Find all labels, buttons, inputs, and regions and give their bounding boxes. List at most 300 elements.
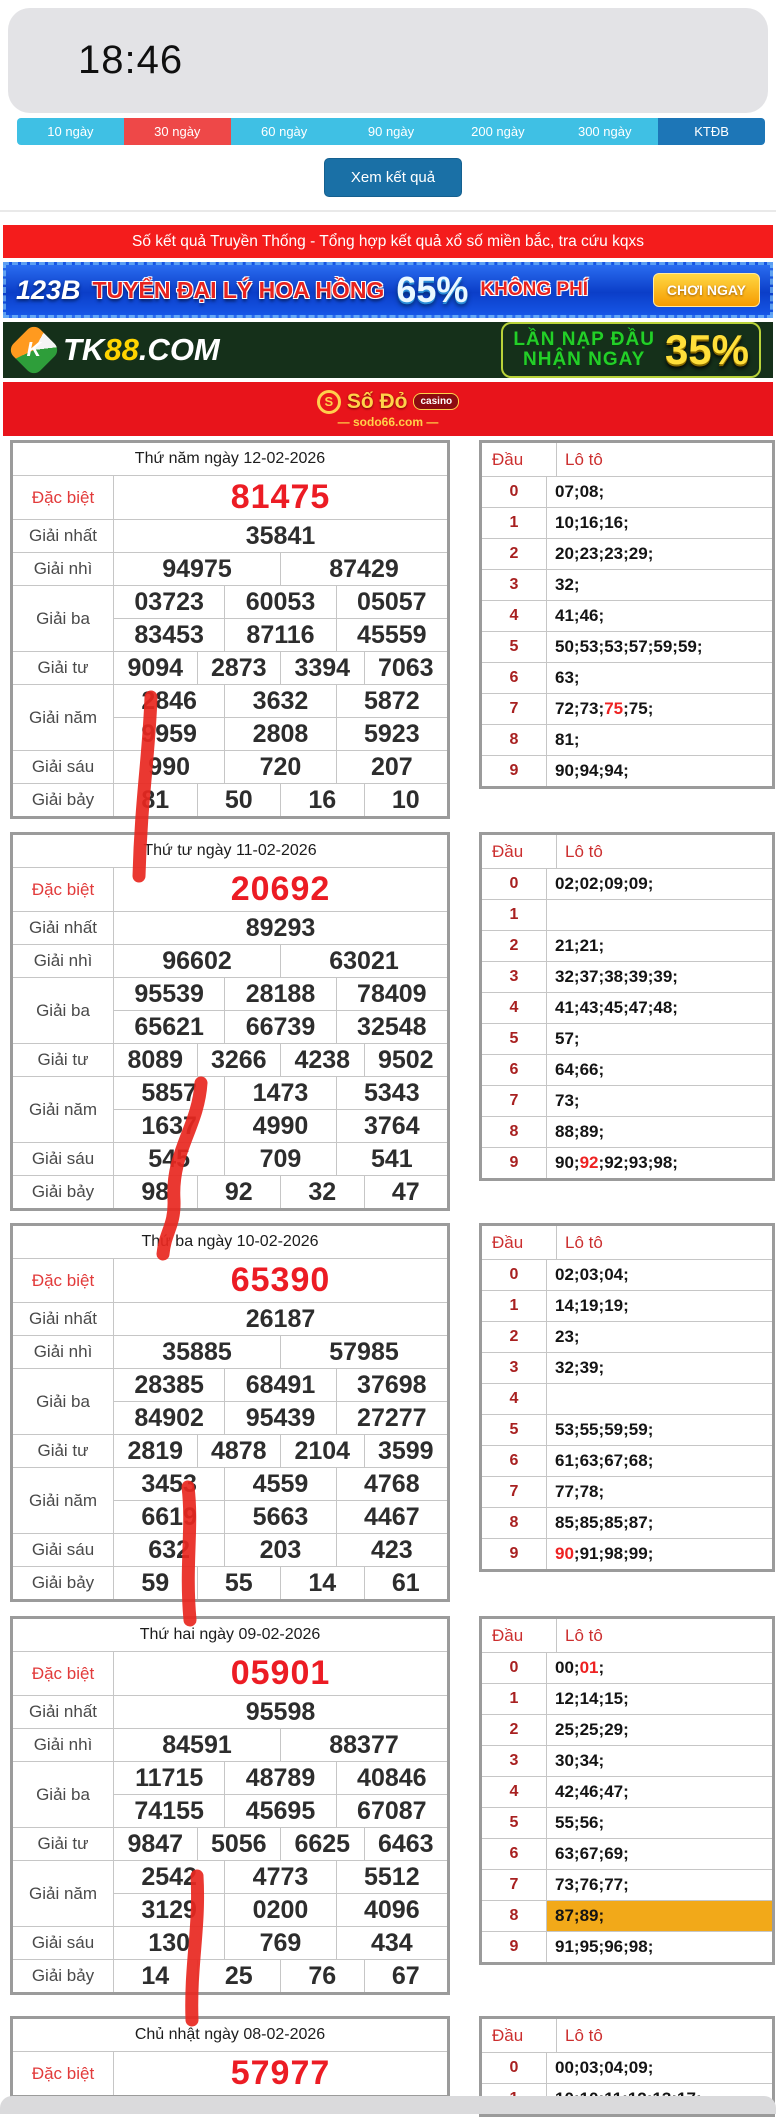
prize-number: 14	[280, 1567, 364, 1599]
loto-number: 21	[579, 936, 599, 955]
loto-number: 55	[555, 1813, 574, 1832]
loto-table-day-1	[479, 440, 775, 789]
loto-number: 69	[604, 1844, 624, 1863]
prize-number: 50	[197, 784, 281, 816]
prize-label: Giải nhất	[13, 1303, 114, 1335]
prize-row	[13, 651, 447, 684]
prize-label: Giải bảy	[13, 1176, 114, 1208]
sodo-domain: — sodo66.com —	[337, 414, 439, 429]
loto-dau-digit: 2	[482, 1322, 547, 1352]
loto-number: 53	[604, 637, 624, 656]
loto-values: 20 ; 23 ; 23 ; 29 ;	[555, 544, 654, 563]
loto-header-dau: Đầu	[482, 835, 557, 868]
loto-number: 29	[604, 1720, 624, 1739]
prize-number: 207	[336, 751, 447, 783]
prize-subrow	[114, 1303, 447, 1335]
123b-logo: 123B	[16, 274, 81, 305]
ad-banner-sodo[interactable]	[3, 382, 773, 436]
tab-90-ngày[interactable]: 90 ngày	[338, 118, 445, 145]
prize-row	[13, 585, 447, 651]
loto-number: 29	[628, 544, 648, 563]
loto-header-row	[482, 835, 772, 868]
loto-row-3	[482, 961, 772, 992]
prize-values	[114, 586, 447, 651]
prize-label: Giải bảy	[13, 1567, 114, 1599]
loto-number: 63	[555, 668, 574, 687]
prize-label: Giải nhì	[13, 553, 114, 585]
loto-row-9	[482, 1538, 772, 1569]
prize-number: 35841	[245, 521, 316, 550]
prize-row	[13, 911, 447, 944]
loto-dau-digit: 7	[482, 1870, 547, 1900]
prize-subrow	[114, 1010, 447, 1043]
loto-table-day-4	[479, 1616, 775, 1965]
prize-values	[114, 520, 447, 552]
ad1-headline: TUYỂN ĐẠI LÝ HOA HỒNG	[92, 276, 385, 303]
prize-row	[13, 2051, 447, 2095]
prize-number: 4773	[224, 1861, 335, 1893]
sodo-logo-icon: S	[317, 390, 341, 414]
loto-number: 04	[604, 1265, 624, 1284]
loto-dau-digit: 1	[482, 1291, 547, 1321]
loto-number: 48	[653, 998, 673, 1017]
prize-number: 45695	[224, 1795, 335, 1827]
prize-number: 65621	[134, 1012, 204, 1041]
prize-number: 78409	[336, 978, 447, 1010]
prize-number: 87116	[224, 619, 335, 651]
prize-number: 94975	[162, 554, 232, 583]
prize-number: 423	[336, 1534, 447, 1566]
loto-number: 21	[555, 936, 574, 955]
result-date-title: Thứ hai ngày 09-02-2026	[139, 1626, 321, 1643]
loto-header-row	[482, 443, 772, 476]
loto-values: 14 ; 19 ; 19 ;	[555, 1296, 629, 1315]
prize-label: Giải ba	[13, 1369, 114, 1434]
loto-values: 32 ;	[555, 575, 580, 594]
prize-number: 5343	[336, 1077, 447, 1109]
loto-number: 07	[555, 482, 574, 501]
prize-label: Giải sáu	[13, 1143, 114, 1175]
result-table-day-4	[10, 1616, 450, 1995]
loto-row-1	[482, 507, 772, 538]
prize-number: 8089	[127, 1045, 184, 1074]
prize-subrow	[114, 1794, 447, 1827]
prize-row	[13, 1860, 447, 1926]
prize-label: Giải ba	[13, 586, 114, 651]
prize-label: Giải ba	[13, 1762, 114, 1827]
prize-number: 32	[280, 1176, 364, 1208]
loto-values: 61 ; 63 ; 67 ; 68 ;	[555, 1451, 654, 1470]
loto-number: 59	[653, 637, 673, 656]
prize-number: 3632	[224, 685, 335, 717]
loto-number: 78	[579, 1482, 599, 1501]
prize-number: 130	[148, 1928, 191, 1957]
prize-number: 5056	[197, 1828, 281, 1860]
loto-dau-digit: 5	[482, 1415, 547, 1445]
prize-number: 48789	[224, 1762, 335, 1794]
loto-values: 90 ; 94 ; 94 ;	[555, 761, 629, 780]
tab-30-ngày[interactable]: 30 ngày	[124, 118, 231, 145]
loto-number: 38	[604, 967, 624, 986]
prize-label: Giải nhì	[13, 1336, 114, 1368]
loto-dau-digit: 4	[482, 1777, 547, 1807]
loto-row-7	[482, 1869, 772, 1900]
loto-number: 98	[653, 1153, 673, 1172]
prize-row	[13, 867, 447, 911]
loto-number: 75	[628, 699, 648, 718]
prize-number: 6619	[141, 1502, 197, 1531]
loto-number: 56	[579, 1813, 599, 1832]
prize-number: 60053	[224, 586, 335, 618]
loto-row-4	[482, 1776, 772, 1807]
result-date-title: Chủ nhật ngày 08-02-2026	[134, 2026, 326, 2043]
prize-subrow	[114, 2052, 447, 2095]
prize-number: 57977	[230, 2054, 331, 2092]
prize-number: 9502	[364, 1044, 448, 1076]
prize-label: Đặc biệt	[13, 2052, 114, 2095]
loto-row-1	[482, 899, 772, 930]
prize-number: 25	[197, 1960, 281, 1992]
loto-values: 12 ; 14 ; 15 ;	[555, 1689, 629, 1708]
loto-row-6	[482, 1054, 772, 1085]
prize-number: 6463	[364, 1828, 448, 1860]
loto-row-2	[482, 1714, 772, 1745]
play-now-button[interactable]: CHƠI NGAY	[653, 273, 760, 307]
prize-label: Giải tư	[13, 1435, 114, 1467]
loto-row-2	[482, 538, 772, 569]
prize-row	[13, 750, 447, 783]
loto-dau-digit: 8	[482, 1901, 547, 1931]
loto-header-loto: Lô tô	[565, 449, 603, 469]
prize-number: 47	[364, 1176, 448, 1208]
result-date-title: Thứ năm ngày 12-02-2026	[134, 450, 326, 467]
prize-label: Giải nhất	[13, 912, 114, 944]
loto-row-5	[482, 1807, 772, 1838]
loto-row-7	[482, 693, 772, 724]
loto-number: 37	[579, 967, 599, 986]
loto-row-8	[482, 724, 772, 755]
prize-number: 2819	[127, 1436, 184, 1465]
prize-values	[114, 1960, 447, 1992]
loto-number: 39	[628, 967, 648, 986]
prize-number: 5857	[141, 1078, 197, 1107]
prize-subrow	[114, 1259, 447, 1302]
loto-values: 32 ; 37 ; 38 ; 39 ; 39 ;	[555, 967, 678, 986]
tab-300-ngày[interactable]: 300 ngày	[551, 118, 658, 145]
prize-values	[114, 1259, 447, 1302]
loto-dau-digit: 4	[482, 1384, 547, 1414]
loto-number: 92	[604, 1153, 624, 1172]
prize-number: 95439	[224, 1402, 335, 1434]
prize-number: 4878	[197, 1435, 281, 1467]
tab-60-ngày[interactable]: 60 ngày	[231, 118, 338, 145]
prize-number: 28188	[224, 978, 335, 1010]
prize-row	[13, 1335, 447, 1368]
loto-values: 81 ;	[555, 730, 580, 749]
result-date-title: Thứ ba ngày 10-02-2026	[141, 1233, 319, 1250]
prize-subrow	[114, 1176, 447, 1208]
prize-row	[13, 1959, 447, 1992]
prize-values	[114, 1762, 447, 1827]
loto-number: 23	[579, 544, 599, 563]
prize-subrow	[114, 868, 447, 911]
prize-row	[13, 1467, 447, 1533]
loto-number: 73	[555, 1091, 574, 1110]
loto-values: 55 ; 56 ;	[555, 1813, 605, 1832]
loto-values: 02 ; 02 ; 09 ; 09 ;	[555, 874, 654, 893]
prize-number: 3599	[364, 1435, 448, 1467]
loto-number: 41	[555, 606, 574, 625]
prize-label: Đặc biệt	[13, 1259, 114, 1302]
loto-dau-digit: 0	[482, 1260, 547, 1290]
tab-10-ngày[interactable]: 10 ngày	[17, 118, 124, 145]
prize-label: Giải bảy	[13, 1960, 114, 1992]
loto-number: 39	[579, 1358, 599, 1377]
loto-number: 14	[555, 1296, 574, 1315]
loto-number: 09	[628, 874, 648, 893]
prize-number: 2808	[224, 718, 335, 750]
loto-number: 98	[604, 1544, 624, 1563]
loto-number: 47	[604, 1782, 624, 1801]
prize-subrow	[114, 1369, 447, 1401]
loto-number: 23	[555, 1327, 574, 1346]
loto-dau-digit: 1	[482, 900, 547, 930]
prize-number: 35885	[162, 1337, 232, 1366]
prize-values	[114, 912, 447, 944]
loto-dau-digit: 1	[482, 1684, 547, 1714]
prize-number: 2542	[141, 1862, 197, 1891]
prize-row	[13, 1651, 447, 1695]
result-table-day-2	[10, 832, 450, 1211]
period-tab-bar	[17, 118, 765, 145]
prize-label: Đặc biệt	[13, 476, 114, 519]
bottom-sheet-bar	[0, 2096, 776, 2114]
loto-dau-digit: 8	[482, 725, 547, 755]
prize-values	[114, 1176, 447, 1208]
prize-row	[13, 1076, 447, 1142]
prize-subrow	[114, 520, 447, 552]
prize-number: 4467	[336, 1501, 447, 1533]
loto-number: 63	[555, 1844, 574, 1863]
loto-row-3	[482, 1352, 772, 1383]
prize-values	[114, 784, 447, 816]
prize-subrow	[114, 1893, 447, 1926]
loto-header-row	[482, 1226, 772, 1259]
prize-subrow	[114, 1567, 447, 1599]
loto-values	[547, 900, 772, 930]
prize-number: 9847	[127, 1829, 184, 1858]
loto-number: 50	[555, 637, 574, 656]
prize-row	[13, 1175, 447, 1208]
prize-number: 61	[364, 1567, 448, 1599]
loto-number: 66	[579, 1060, 599, 1079]
loto-row-5	[482, 1414, 772, 1445]
loto-number: 30	[555, 1751, 574, 1770]
prize-number: 28385	[134, 1370, 204, 1399]
loto-dau-digit: 9	[482, 756, 547, 786]
loto-number: 76	[579, 1875, 599, 1894]
loto-row-5	[482, 631, 772, 662]
prize-number: 3764	[336, 1110, 447, 1142]
prize-number: 6625	[280, 1828, 364, 1860]
prize-number: 95598	[245, 1697, 316, 1726]
prize-row	[13, 1566, 447, 1599]
loto-number: 90	[555, 761, 574, 780]
loto-dau-digit: 3	[482, 1353, 547, 1383]
loto-number: 85	[604, 1513, 624, 1532]
loto-dau-digit: 0	[482, 2053, 547, 2083]
prize-subrow	[114, 1960, 447, 1992]
loto-row-4	[482, 600, 772, 631]
loto-row-8	[482, 1507, 772, 1538]
prize-number: 67087	[336, 1795, 447, 1827]
prize-label: Giải nhì	[13, 1729, 114, 1761]
loto-number: 88	[555, 1122, 574, 1141]
view-results-button[interactable]: Xem kết quả	[324, 158, 462, 197]
loto-dau-digit: 3	[482, 1746, 547, 1776]
loto-values: 30 ; 34 ;	[555, 1751, 605, 1770]
loto-row-0	[482, 2052, 772, 2083]
loto-number: 46	[579, 606, 599, 625]
prize-row	[13, 1533, 447, 1566]
loto-number: 02	[555, 874, 574, 893]
prize-subrow	[114, 1729, 447, 1761]
loto-number: 64	[555, 1060, 574, 1079]
loto-number: 77	[604, 1875, 624, 1894]
loto-dau-digit: 2	[482, 1715, 547, 1745]
prize-row	[13, 475, 447, 519]
prize-label: Giải năm	[13, 1861, 114, 1926]
prize-number: 37698	[336, 1369, 447, 1401]
loto-row-0	[482, 1652, 772, 1683]
prize-number: 9959	[141, 719, 197, 748]
loto-number: 89	[579, 1906, 599, 1925]
loto-number: 91	[579, 1544, 599, 1563]
loto-row-4	[482, 992, 772, 1023]
prize-number: 0200	[224, 1894, 335, 1926]
tab-ktđb[interactable]: KTĐB	[658, 118, 765, 145]
prize-subrow	[114, 586, 447, 618]
loto-values: 02 ; 03 ; 04 ;	[555, 1265, 629, 1284]
loto-number: 98	[628, 1937, 648, 1956]
ad-banner-tk88[interactable]	[3, 322, 773, 378]
prize-number: 4990	[224, 1110, 335, 1142]
loto-dau-digit: 6	[482, 1446, 547, 1476]
prize-subrow	[114, 476, 447, 519]
prize-number: 89293	[245, 913, 316, 942]
prize-values	[114, 1534, 447, 1566]
prize-row	[13, 552, 447, 585]
loto-dau-digit: 8	[482, 1508, 547, 1538]
loto-row-6	[482, 1838, 772, 1869]
loto-number: 03	[579, 1265, 599, 1284]
prize-number: 990	[148, 752, 191, 781]
prize-number: 81	[141, 785, 170, 814]
loto-number: 14	[579, 1689, 599, 1708]
prize-number: 5512	[336, 1861, 447, 1893]
prize-number: 84902	[134, 1403, 204, 1432]
prize-number: 720	[224, 751, 335, 783]
prize-values	[114, 1143, 447, 1175]
loto-dau-digit: 1	[482, 508, 547, 538]
loto-values: 90 ; 91 ; 98 ; 99 ;	[555, 1544, 654, 1563]
loto-number: 92	[579, 1153, 599, 1172]
loto-dau-digit: 9	[482, 1148, 547, 1178]
prize-subrow	[114, 1534, 447, 1566]
prize-values	[114, 1652, 447, 1695]
loto-values: 42 ; 46 ; 47 ;	[555, 1782, 629, 1801]
loto-dau-digit: 9	[482, 1932, 547, 1962]
prize-values	[114, 1567, 447, 1599]
tab-200-ngày[interactable]: 200 ngày	[444, 118, 551, 145]
prize-values	[114, 1077, 447, 1142]
loto-values: 25 ; 25 ; 29 ;	[555, 1720, 629, 1739]
loto-dau-digit: 6	[482, 663, 547, 693]
ad-banner-123b[interactable]	[3, 262, 773, 318]
prize-number: 10	[364, 784, 448, 816]
prize-values	[114, 476, 447, 519]
prize-number: 3129	[141, 1895, 197, 1924]
loto-number: 57	[628, 637, 648, 656]
prize-row	[13, 684, 447, 750]
prize-subrow	[114, 945, 447, 977]
loto-header-loto: Lô tô	[565, 1625, 603, 1645]
prize-number: 16	[280, 784, 364, 816]
loto-number: 12	[555, 1689, 574, 1708]
prize-row	[13, 1258, 447, 1302]
prize-subrow	[114, 784, 447, 816]
prize-row	[13, 1043, 447, 1076]
loto-dau-digit: 4	[482, 993, 547, 1023]
prize-row	[13, 519, 447, 552]
prize-subrow	[114, 685, 447, 717]
loto-dau-digit: 7	[482, 1086, 547, 1116]
prize-subrow	[114, 553, 447, 585]
tk88-offer-box	[501, 322, 761, 378]
loto-number: 99	[628, 1544, 648, 1563]
prize-number: 95539	[134, 979, 204, 1008]
prize-subrow	[114, 1696, 447, 1728]
loto-number: 45	[604, 998, 624, 1017]
loto-row-4	[482, 1383, 772, 1414]
loto-dau-digit: 2	[482, 931, 547, 961]
prize-label: Giải năm	[13, 1468, 114, 1533]
prize-subrow	[114, 1762, 447, 1794]
ad1-subtext: KHÔNG PHÍ	[480, 279, 589, 300]
loto-dau-digit: 5	[482, 632, 547, 662]
loto-row-3	[482, 569, 772, 600]
loto-values: 64 ; 66 ;	[555, 1060, 605, 1079]
loto-dau-digit: 0	[482, 869, 547, 899]
prize-number: 4238	[280, 1044, 364, 1076]
prize-number: 66739	[224, 1011, 335, 1043]
loto-number: 87	[628, 1513, 648, 1532]
loto-header-loto: Lô tô	[565, 2025, 603, 2045]
prize-row	[13, 1302, 447, 1335]
loto-number: 53	[555, 1420, 574, 1439]
loto-number: 85	[555, 1513, 574, 1532]
loto-values: 07 ; 08 ;	[555, 482, 605, 501]
loto-dau-digit: 2	[482, 539, 547, 569]
prize-number: 27277	[336, 1402, 447, 1434]
prize-number: 5923	[336, 718, 447, 750]
prize-number: 4559	[224, 1468, 335, 1500]
ad1-percent: 65%	[396, 269, 469, 310]
prize-row	[13, 1695, 447, 1728]
loto-number: 43	[579, 998, 599, 1017]
prize-number: 68491	[224, 1369, 335, 1401]
loto-values: 00 ; 03 ; 04 ; 09 ;	[555, 2058, 654, 2077]
